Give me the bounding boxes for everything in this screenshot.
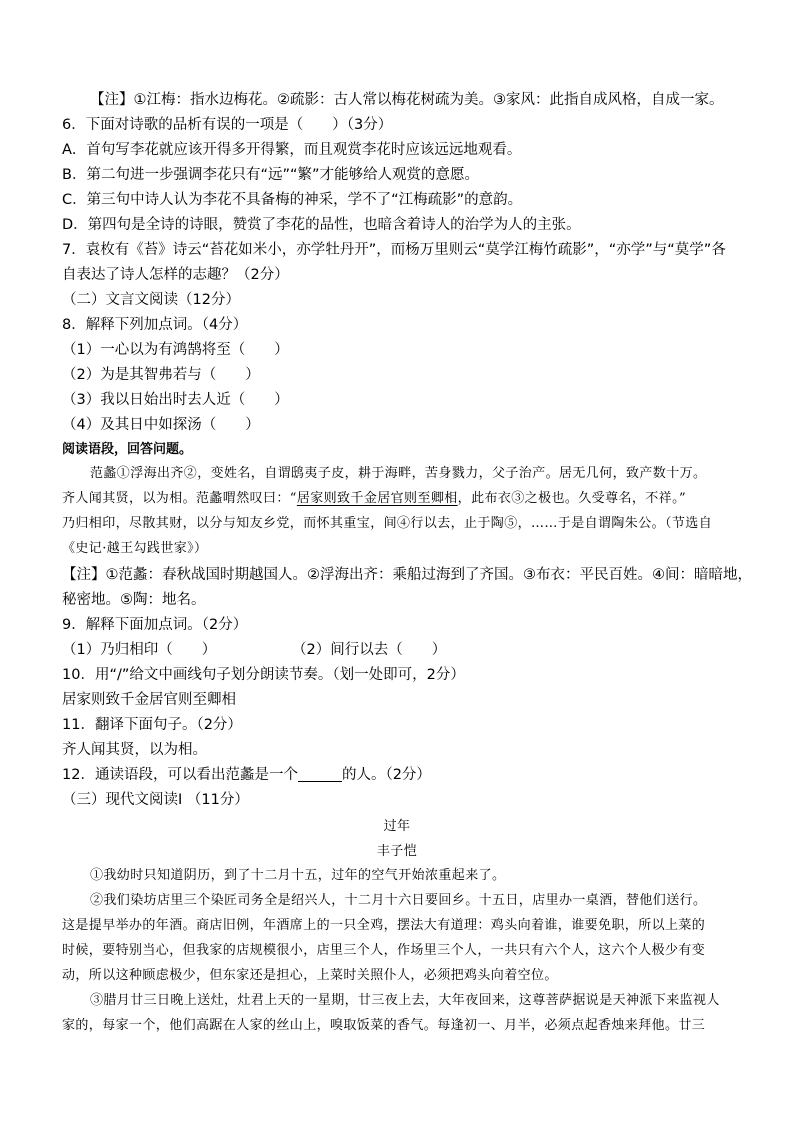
essay-paragraph-2-line-3: 时候，要特别当心，但我家的店规模很小，店里三个人，作场里三个人，一共只有六个人，这六个人极少有变	[62, 943, 706, 958]
essay-paragraph-2-line-1: ②我们染坊店里三个染匠司务全是绍兴人，十二月十六日要回乡。十五日，店里办一桌酒，替他们送行。	[90, 893, 707, 908]
essay-paragraph-2-line-2: 这是提早举办的年酒。商店旧例，年酒席上的一只全鸡，摆法大有道理：鸡头向着谁，谁要免职，所以上菜的	[62, 918, 706, 933]
q6-option-d: D．第四句是全诗的诗眼，赞赏了李花的品性，也暗含着诗人的治学为人的主张。	[62, 217, 581, 233]
essay-title: 过年	[383, 819, 411, 834]
passage-source: 《史记·越王勾践世家》）	[62, 541, 208, 556]
section2-title: （二）文言文阅读（12分）	[62, 292, 240, 308]
essay-paragraph-3-line-2: 家的，每家一个，他们高踞在人家的丝山上，嗅取饭菜的香气。每逢初一、月半，必须点起香烛来拜他。廿三	[62, 1018, 706, 1033]
poem-note: 【注】①江梅：指水边梅花。②疏影：古人常以梅花树疏为美。③家风：此指自成风格，自成一家。	[90, 92, 724, 108]
q8-item-4: （4）及其日中如探汤（ ）	[62, 417, 260, 433]
passage-line-2	[62, 487, 686, 511]
essay-paragraph-2-line-4: 动，所以这种顾虑极少，但东家还是担心，上菜时关照仆人，必须把鸡头向着空位。	[62, 968, 558, 983]
section3-title: （三）现代文阅读Ⅰ （11分）	[62, 792, 249, 808]
underlined-sentence: 居家则致千金居官则至卿相	[296, 491, 458, 506]
essay-author: 丰子恺	[376, 844, 418, 859]
passage-line-2-end: ，此布衣③之极也。久受尊名，不祥。”	[457, 491, 687, 506]
q8-item-3: （3）我以日始出时去人近（ ）	[62, 392, 289, 408]
q8-item-1: （1）一心以为有鸿鹄将至（ ）	[62, 342, 289, 358]
passage-heading: 阅读语段，回答问题。	[62, 442, 193, 457]
essay-paragraph-1: ①我幼时只知道阴历，到了十二月十五，过年的空气开始浓重起来了。	[90, 868, 506, 883]
q10-stem: 10．用“/”给文中画线句子划分朗读节奏。（划一处即可，2分）	[62, 667, 465, 683]
passage-note-line-2: 秘密地。⑤陶：地名。	[62, 592, 206, 608]
q10-sentence: 居家则致千金居官则至卿相	[62, 692, 236, 708]
q7-line2: 自表达了诗人怎样的志趣？（2分）	[62, 267, 289, 283]
q11-sentence: 齐人闻其贤，以为相。	[62, 742, 207, 758]
passage-note-line-1: 【注】①范蠡：春秋战国时期越国人。②浮海出齐：乘船过海到了齐国。③布衣：平民百姓。④间：暗暗地，	[62, 567, 752, 583]
q6-option-a: A．首句写李花就应该开得多开得繁，而且观赏李花时应该远远地观看。	[62, 142, 522, 158]
q9-stem: 9．解释下面加点词。（2分）	[62, 617, 248, 633]
q12-line	[62, 763, 431, 787]
q7-line1: 7．袁枚有《苔》诗云“苔花如米小，亦学牡丹开”，而杨万里则云“莫学江梅竹疏影”，“亦学”与“莫学”各	[62, 242, 726, 258]
q12-after: 的人。（2分）	[341, 767, 431, 783]
q8-stem: 8．解释下列加点词。（4分）	[62, 317, 248, 333]
q9-item-1: （1）乃归相印（ ）	[62, 642, 217, 658]
q6-stem: 6．下面对诗歌的品析有误的一项是（ ）（3分）	[62, 117, 393, 133]
q12-before: 12．通读语段，可以看出范蠡是一个	[62, 767, 298, 783]
q8-item-2: （2）为是其智弗若与（ ）	[62, 367, 260, 383]
passage-line-2-start: 齐人闻其贤，以为相。范蠡喟然叹曰：“	[62, 491, 297, 506]
q6-option-c: C．第三句中诗人认为李花不具备梅的神采，学不了“江梅疏影”的意韵。	[62, 192, 523, 208]
q11-stem: 11．翻译下面句子。（2分）	[62, 717, 242, 733]
q9-item-2: （2）间行以去（ ）	[292, 642, 447, 658]
essay-paragraph-3-line-1: ③腊月廿三日晚上送灶，灶君上天的一星期，廿三夜上去，大年夜回来，这尊菩萨据说是天神派下来监视人	[90, 993, 720, 1008]
passage-line-3: 乃归相印，尽散其财，以分与知友乡党，而怀其重宝，间④行以去，止于陶⑤，……于是自谓陶朱公。（节选自	[62, 516, 713, 531]
q6-option-b: B．第二句进一步强调李花只有“远”“繁”才能够给人观赏的意愿。	[62, 167, 479, 183]
passage-line-1: 范蠡①浮海出齐②，变姓名，自谓鸱夷子皮，耕于海畔，苦身戮力，父子治产。居无几何，致产数十万。	[90, 466, 707, 481]
answer-blank[interactable]	[298, 767, 342, 782]
